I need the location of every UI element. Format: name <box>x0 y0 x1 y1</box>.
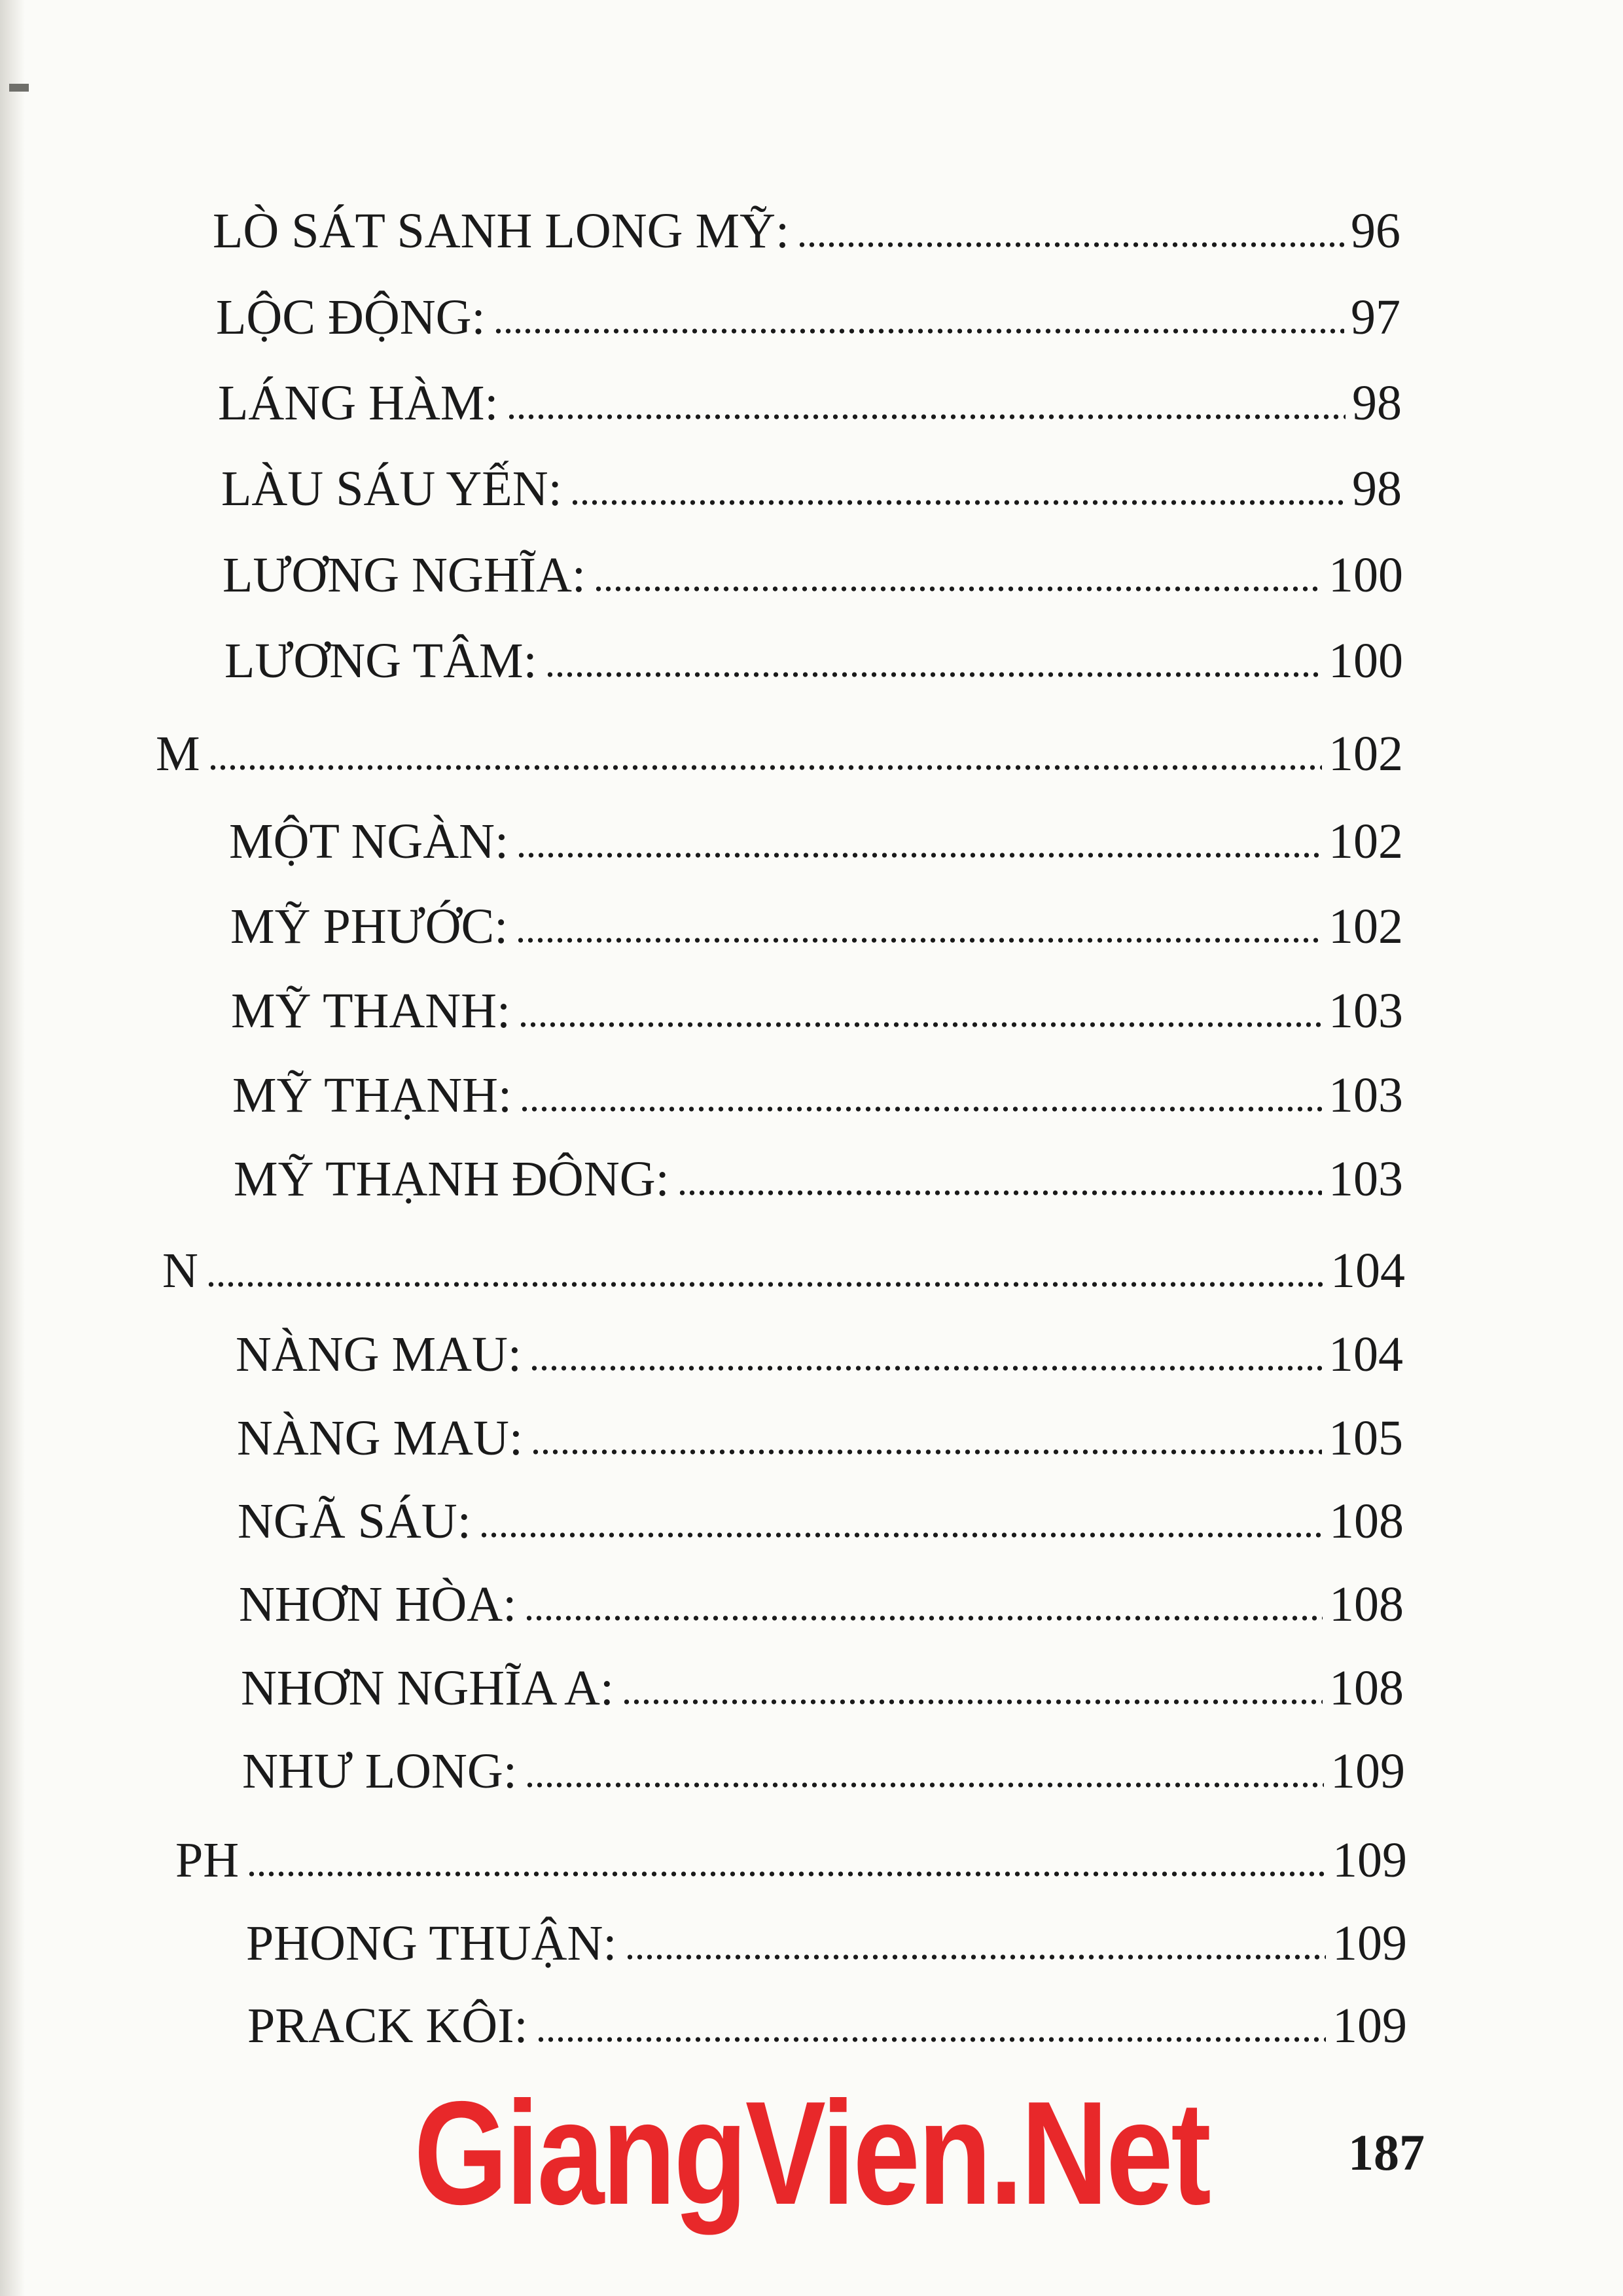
toc-entry-page: 103 <box>1329 983 1403 1038</box>
dot-leader <box>570 498 1346 507</box>
dot-leader <box>625 1952 1326 1962</box>
toc-entry <box>238 1489 1404 1554</box>
toc-entry-page: 104 <box>1330 1243 1405 1298</box>
toc-section-heading <box>156 721 1403 786</box>
dot-leader <box>206 1280 1324 1289</box>
toc-entry-label: N <box>162 1243 198 1298</box>
toc-entry-label: PRACK KÔI: <box>247 1998 528 2053</box>
toc-entry-label: PH <box>175 1833 240 1888</box>
toc-entry-page: 98 <box>1352 461 1402 516</box>
dot-leader <box>545 670 1322 679</box>
toc-entry-label: LƯƠNG NGHĨA: <box>223 548 586 603</box>
watermark-logo: GiangVien.Net <box>414 2070 1209 2235</box>
toc-entry <box>224 628 1403 694</box>
toc-entry-page: 109 <box>1332 1833 1407 1888</box>
toc-entry-page: 109 <box>1332 1916 1407 1971</box>
toc-entry-page: 108 <box>1329 1577 1404 1632</box>
toc-entry-page: 98 <box>1352 376 1402 431</box>
toc-entry <box>223 542 1403 608</box>
dot-leader <box>622 1697 1323 1706</box>
toc-entry-label: LƯƠNG TÂM: <box>224 633 537 688</box>
dot-leader <box>520 1104 1322 1114</box>
toc-section-heading <box>162 1238 1405 1303</box>
toc-entry <box>239 1572 1404 1637</box>
dot-leader <box>531 1447 1322 1457</box>
dot-leader <box>518 1020 1322 1029</box>
dot-leader <box>525 1780 1324 1790</box>
toc-entry-label: LỘC ĐỘNG: <box>216 290 486 345</box>
toc-entry-page: 102 <box>1329 899 1403 954</box>
toc-entry <box>231 978 1403 1044</box>
toc-entry <box>236 1322 1403 1387</box>
toc-entry-page: 108 <box>1329 1661 1404 1716</box>
toc-entry-page: 109 <box>1330 1744 1405 1799</box>
toc-entry-label: NHƠN NGHĨA A: <box>241 1661 614 1716</box>
toc-entry-label: LÀU SÁU YẾN: <box>221 461 562 516</box>
toc-section-heading <box>175 1828 1407 1893</box>
toc-entry-label: MỸ THẠNH ĐÔNG: <box>234 1152 669 1207</box>
toc-entry-label: PHONG THUẬN: <box>246 1916 617 1971</box>
toc-entry <box>242 1739 1405 1804</box>
dot-leader <box>536 2035 1326 2044</box>
toc-entry-label: NHƠN HÒA: <box>239 1577 517 1632</box>
toc-entry-page: 96 <box>1351 203 1400 258</box>
dot-leader <box>493 327 1344 336</box>
toc-entry-page: 103 <box>1329 1152 1403 1207</box>
toc-entry-label: NÀNG MAU: <box>236 1327 522 1382</box>
dot-leader <box>507 412 1346 421</box>
toc-entry <box>216 285 1400 350</box>
toc-entry <box>246 1911 1407 1976</box>
toc-entry-label: NÀNG MAU: <box>237 1411 523 1466</box>
toc-entry <box>218 370 1402 436</box>
toc-entry-label: MỸ THẠNH: <box>232 1068 512 1123</box>
dot-leader <box>524 1614 1323 1623</box>
toc-entry-page: 100 <box>1329 548 1403 603</box>
toc-entry-label: LÁNG HÀM: <box>218 376 499 431</box>
dot-leader <box>247 1869 1326 1879</box>
toc-entry <box>247 1993 1407 2058</box>
page-number: 187 <box>1348 2124 1425 2181</box>
toc-entry-label: M <box>156 726 200 781</box>
dot-leader <box>677 1188 1322 1197</box>
toc-entry-label: MỸ PHƯỚC: <box>230 899 508 954</box>
toc-entry-page: 102 <box>1329 814 1403 869</box>
dot-leader <box>479 1530 1323 1540</box>
toc-entry-page: 102 <box>1329 726 1403 781</box>
dot-leader <box>208 763 1322 772</box>
dot-leader <box>516 936 1322 945</box>
toc-entry <box>230 894 1403 959</box>
toc-entry <box>234 1146 1403 1212</box>
toc-entry-page: 103 <box>1329 1068 1403 1123</box>
dot-leader <box>529 1364 1322 1373</box>
toc-entry <box>237 1405 1403 1471</box>
toc-entry-label: NHƯ LONG: <box>242 1744 517 1799</box>
dot-leader <box>797 240 1344 249</box>
toc-entry-page: 97 <box>1351 290 1400 345</box>
toc-entry-page: 100 <box>1329 633 1403 688</box>
toc-entry-label: MỸ THANH: <box>231 983 511 1038</box>
toc-entry-page: 105 <box>1329 1411 1403 1466</box>
dot-leader <box>516 851 1322 860</box>
toc-entry <box>213 198 1400 264</box>
toc-entry <box>229 809 1403 874</box>
toc-entry-label: NGÃ SÁU: <box>238 1494 471 1549</box>
toc-entry-page: 109 <box>1332 1998 1407 2053</box>
toc-entry-page: 108 <box>1329 1494 1404 1549</box>
toc-entry-page: 104 <box>1329 1327 1403 1382</box>
toc-entry-label: MỘT NGÀN: <box>229 814 509 869</box>
toc-entry <box>221 456 1402 521</box>
toc-entry <box>241 1655 1404 1721</box>
toc-entry <box>232 1063 1403 1128</box>
dot-leader <box>594 584 1322 593</box>
toc-entry-label: LÒ SÁT SANH LONG MỸ: <box>213 203 790 258</box>
